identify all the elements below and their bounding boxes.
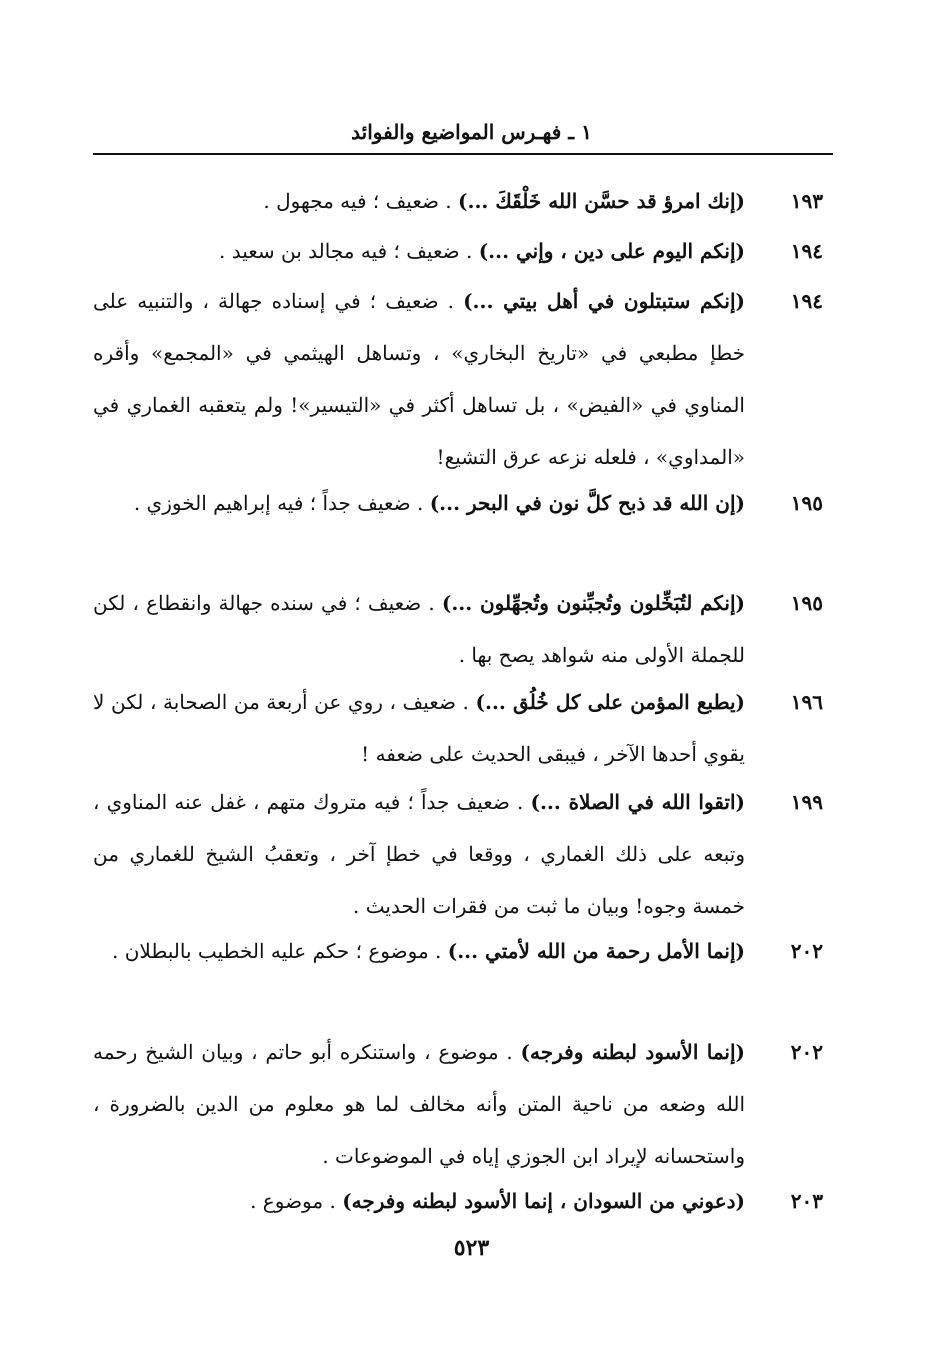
entry-text xyxy=(93,1026,745,1182)
index-entry xyxy=(93,776,833,932)
index-entry xyxy=(93,275,833,483)
index-entry xyxy=(93,225,833,277)
entry-page-number: ٢٠٣ xyxy=(790,1189,823,1213)
entry-page-number: ١٩٩ xyxy=(790,790,823,814)
entry-hadith: (إنكم لتُبَخِّلون وتُجبِّنون وتُجهِّلون ...) xyxy=(441,591,746,615)
page-number: ٥٢٣ xyxy=(453,1235,490,1261)
entry-page-number: ١٩٤ xyxy=(790,289,823,313)
index-entry xyxy=(93,1175,833,1227)
entry-hadith: (إنما الأسود لبطنه وفرجه) xyxy=(520,1040,746,1064)
entry-text xyxy=(93,275,745,483)
header-rule xyxy=(93,153,833,155)
entry-text xyxy=(93,925,745,977)
entry-page-number: ٢٠٢ xyxy=(790,939,823,963)
entry-hadith: (يطبع المؤمن على كل خُلُق ...) xyxy=(475,690,746,714)
entry-page-number: ١٩٥ xyxy=(790,491,823,515)
index-entry xyxy=(93,477,833,529)
index-entry xyxy=(93,175,833,227)
entry-text xyxy=(93,175,745,227)
entry-page-number: ١٩٤ xyxy=(790,239,823,263)
entry-hadith: (إنك امرؤ قد حسَّن الله خَلْقَكَ ...) xyxy=(458,189,745,213)
index-entry xyxy=(93,925,833,977)
entry-ruling: . موضوع . xyxy=(250,1189,343,1213)
entry-ruling: . ضعيف ؛ فيه مجهول . xyxy=(263,189,459,213)
entry-hadith: (اتقوا الله في الصلاة ...) xyxy=(530,790,745,814)
index-entry xyxy=(93,1026,833,1182)
entry-hadith: (إنكم اليوم على دين ، وإني ...) xyxy=(478,239,745,263)
entry-page-number: ٢٠٢ xyxy=(790,1040,823,1064)
entry-hadith: (إنما الأمل رحمة من الله لأمتي ...) xyxy=(447,939,745,963)
page-header: ١ ـ فهـرس المواضيع والفوائد xyxy=(351,120,592,144)
entry-text xyxy=(93,577,745,681)
entry-ruling: . موضوع ؛ حكم عليه الخطيب بالبطلان . xyxy=(112,939,448,963)
entry-page-number: ١٩٦ xyxy=(790,690,823,714)
entry-hadith: (إنكم ستبتلون في أهل بيتي ...) xyxy=(463,289,745,313)
entry-ruling: . ضعيف ، روي عن أربعة من الصحابة ، لكن لا يقوي أحدها الآخر ، فيبقى الحديث على ضعفه ! xyxy=(93,690,745,766)
entry-text xyxy=(93,776,745,932)
entry-hadith: (دعوني من السودان ، إنما الأسود لبطنه وفرجه) xyxy=(342,1189,745,1213)
entry-ruling: . ضعيف ؛ في سنده جهالة وانقطاع ، لكن للجملة الأولى منه شواهد يصح بها . xyxy=(93,591,745,667)
entry-ruling: . موضوع ، واستنكره أبو حاتم ، وبيان الشيخ رحمه الله وضعه من ناحية المتن وأنه مخالف لما هو معلوم من الدين بالضرورة ، واستحسانه لإيراد ابن الجوزي إياه في الموضوعات . xyxy=(93,1040,745,1168)
entry-ruling: . ضعيف ؛ في إسناده جهالة ، والتنبيه على خطإ مطبعي في «تاريخ البخاري» ، وتساهل الهيثمي في «المجمع» وأقره المناوي في «الفيض» ، بل تساهل أكثر في «التيسير»! ولم يتعقبه الغماري في «المداوي» ، فلعله نزعه عرق التشيع! xyxy=(93,289,745,469)
entry-text xyxy=(93,225,745,277)
entry-text xyxy=(93,1175,745,1227)
entry-hadith: (إن الله قد ذبح كلَّ نون في البحر ...) xyxy=(429,491,745,515)
entry-text xyxy=(93,676,745,780)
entry-ruling: . ضعيف ؛ فيه مجالد بن سعيد . xyxy=(219,239,479,263)
entry-page-number: ١٩٥ xyxy=(790,591,823,615)
index-entry xyxy=(93,676,833,780)
entry-page-number: ١٩٣ xyxy=(790,189,823,213)
entry-text xyxy=(93,477,745,529)
entry-ruling: . ضعيف جداً ؛ فيه متروك متهم ، غفل عنه المناوي ، وتبعه على ذلك الغماري ، ووقعا في خطإ آخر ، وتعقبُ الشيخ للغماري من خمسة وجوه! وبيان ما ثبت من فقرات الحديث . xyxy=(93,790,745,918)
index-entry xyxy=(93,577,833,681)
entry-ruling: . ضعيف جداً ؛ فيه إبراهيم الخوزي . xyxy=(133,491,430,515)
